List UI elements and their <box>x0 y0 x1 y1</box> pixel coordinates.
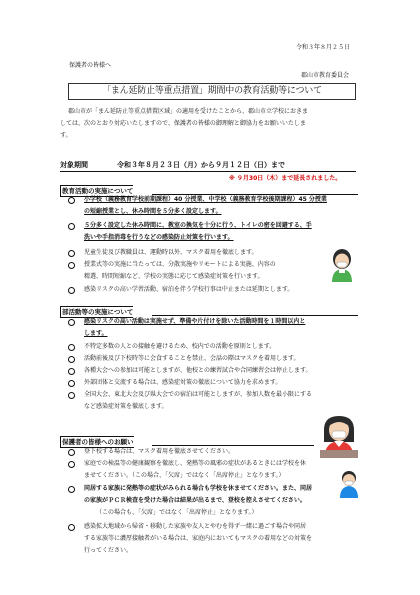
period-value: 令和３年８月２３日（月）から９月１２日（日）まで <box>117 161 285 169</box>
list-item-line: します。 <box>84 330 108 337</box>
bullet-icon <box>68 368 75 375</box>
list-item-line: する家族等に濃厚接触者がいる場合は、家庭内においてもマスクの着用などの対策を <box>84 535 313 542</box>
list-item-line: 感染リスクの高い活動は実施せず、準備や片付けを除いた活動時間を１時間以内と <box>84 318 306 325</box>
list-item-line: ませてください。（この場合、「欠席」ではなく「出席停止」となります。） <box>84 472 285 479</box>
sender: 郡山市教育委員会 <box>300 72 349 79</box>
list-item-line: 感染リスクの高い学習活動、宿泊を伴う学校行事は中止または延期とします。 <box>84 286 294 293</box>
list-item-line: 児童生徒及び教職員は、運動時以外、マスク着用を徹底します。 <box>84 249 258 256</box>
bullet-icon <box>68 287 75 294</box>
issue-date: 令和３年８月２５日 <box>295 44 350 51</box>
bullet-icon <box>68 197 75 204</box>
list-item-line: ５分多く設定した休み時間に、教室の換気を十分に行う、トイレの密を回避する、手 <box>84 222 312 229</box>
section-rule <box>152 445 314 446</box>
girl-mask-figure-icon <box>320 414 358 458</box>
list-item-line: 全国大会、東北大会及び県大会での宿泊は可能としますが、参加人数を最小限にする <box>84 391 313 398</box>
list-item-line: （この場合も、「欠席」ではなく「出席停止」となります。） <box>96 509 258 516</box>
list-item-line: 外部団体と交流する場合は、感染症対策の徹底について協力を求めます。 <box>84 379 282 386</box>
bullet-icon <box>68 392 75 399</box>
section-heading-education: 教育活動の実施について <box>62 187 134 195</box>
list-item-line: 精選、時間短縮など、学校の実態に応じて感染症対策を行います。 <box>84 273 264 280</box>
list-item-line: 家庭での検温等の健康観察を徹底し、発熱等の風邪の症状があるときには学校を休 <box>84 460 307 467</box>
list-item-line: など感染症対策を徹底します。 <box>84 403 168 410</box>
page-title: 「まん延防止等重点措置」期間中の教育活動等について <box>68 83 356 100</box>
list-item-line: 活動前後及び下校時等に会食することを禁止、会話の際はマスクを着用します。 <box>84 355 300 362</box>
period-label: 対象期間 <box>60 161 88 169</box>
bullet-icon <box>68 223 75 230</box>
section-heading-parents: 保護者の皆様へのお願い <box>62 438 134 446</box>
recipient: 保護者の皆様へ <box>69 62 112 69</box>
list-item-line: の短縮授業とし、休み時間を５分多く設定します。 <box>84 208 222 215</box>
bullet-icon <box>68 344 75 351</box>
bullet-icon <box>68 380 75 387</box>
list-item-line: 各種大会への参加は可能としますが、他校との練習試合や合同練習会は停止します。 <box>84 367 312 374</box>
list-item-line: 授業式等の実施に当たっては、分散実施やリモートによる実施、内容の <box>84 261 276 268</box>
bullet-icon <box>68 524 75 531</box>
list-item-line: 同居する家族に発熱等の症状がみられる場合も学校を休ませてください。また、同居 <box>84 485 313 492</box>
bullet-icon <box>68 262 75 269</box>
list-item-line: 行ってください。 <box>84 547 133 554</box>
section-rule <box>152 194 358 195</box>
list-item-line: 登下校する場合は、マスク着用を徹底させてください。 <box>84 448 235 455</box>
bullet-icon <box>68 461 75 468</box>
section-heading-club: 部活動等の実施について <box>62 308 134 316</box>
intro-line-3: す。 <box>60 132 72 139</box>
list-item-line: 小学校（義務教育学校前期課程）40 分授業、中学校（義務教育学校後期課程）45 分授業 <box>84 196 327 203</box>
list-item-line: 洗いや手指消毒を行うなどの感染防止対策を行います。 <box>84 234 234 241</box>
intro-line-1: 郡山市が「まん延防止等重点措置区域」の適用を受けたことから、郡山市立学校におきま <box>68 108 309 115</box>
list-item-line: の家族がＰＣＲ検査を受けた場合は結果が出るまで、登校を控えさせてください。 <box>84 497 306 504</box>
section-rule <box>152 315 358 316</box>
bullet-icon <box>68 449 75 456</box>
period-block <box>60 160 356 172</box>
bullet-icon <box>68 486 75 493</box>
intro-line-2: しては、次のとおり対応いたしますので、保護者の皆様の御理解と御協力をお願いいたしま <box>60 120 306 127</box>
list-item-line: 感染拡大地域から帰省・移動した家族や友人とやむを得ず一緒に過ごす場合や同居 <box>84 523 307 530</box>
student-mask-figure-icon <box>327 248 357 282</box>
bullet-icon <box>68 356 75 363</box>
bullet-icon <box>68 319 75 326</box>
period-extension-note: ※ ９月30日（木）まで延長されました。 <box>229 175 342 182</box>
list-item-line: 不特定多数の人との接触を避けるため、校内での活動を原則とします。 <box>84 343 276 350</box>
bullet-icon <box>68 250 75 257</box>
boy-mask-figure-icon <box>338 470 360 498</box>
